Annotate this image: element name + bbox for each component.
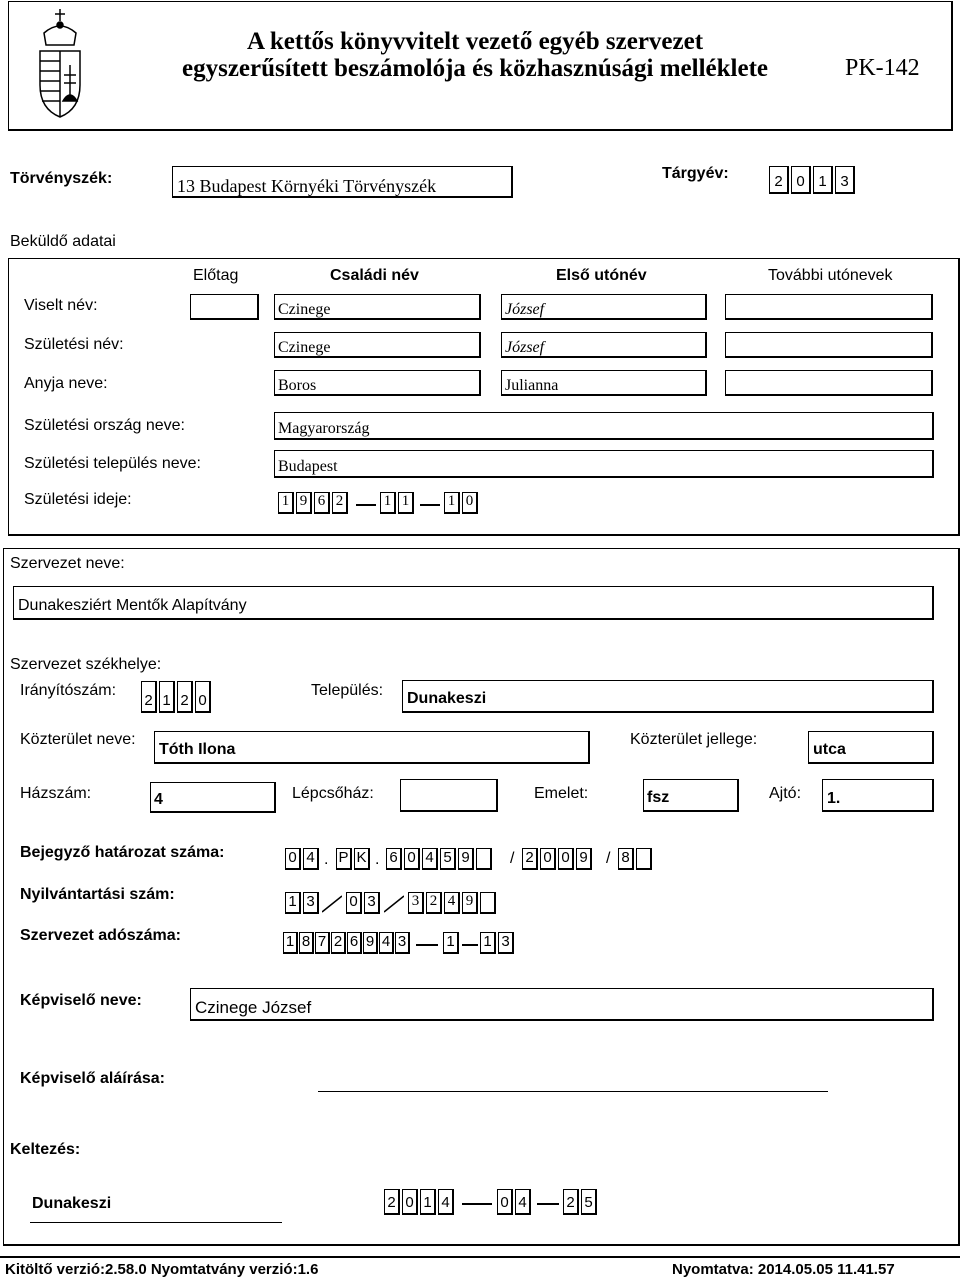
digit-cell[interactable]: 1: [159, 681, 175, 713]
staircase-label: Lépcsőház:: [292, 785, 374, 802]
col-prefix-header: Előtag: [193, 267, 239, 284]
family-value: Boros: [278, 377, 317, 394]
footer-rule: [0, 1256, 960, 1258]
tax-part-b[interactable]: [443, 932, 461, 954]
date-separator: [420, 504, 440, 506]
digit-cell[interactable]: 4: [438, 1189, 454, 1215]
dating-place: Dunakeszi: [32, 1195, 112, 1212]
court-label: Törvényszék:: [10, 170, 113, 187]
digit-cell[interactable]: 1: [420, 1189, 436, 1215]
separator-slash: /: [510, 850, 515, 867]
digit-cell[interactable]: 3: [364, 892, 380, 914]
digit-cell[interactable]: 2: [331, 932, 346, 954]
zip-label: Irányítószám:: [20, 682, 117, 699]
digit-cell[interactable]: 6: [314, 492, 330, 514]
date-separator: [462, 1203, 492, 1205]
birth-year-cells[interactable]: [278, 492, 350, 514]
dating-label: Keltezés:: [10, 1141, 81, 1158]
street-type-value: utca: [813, 741, 846, 758]
birth-city-value: Budapest: [278, 458, 338, 475]
first-value: Julianna: [505, 377, 559, 394]
form-title-line-2: egyszerűsített beszámolója és közhasznúsági melléklete: [182, 55, 768, 82]
digit-cell[interactable]: 9: [576, 848, 592, 870]
seat-section-label: Szervezet székhelye:: [10, 656, 162, 673]
street-label: Közterület neve:: [20, 731, 136, 748]
city-label: Település:: [311, 682, 384, 699]
signature-line: [318, 1091, 828, 1092]
birth-date-label: Születési ideje:: [24, 491, 132, 508]
current-name-family-field[interactable]: [274, 294, 481, 320]
tax-part-c[interactable]: [480, 932, 516, 954]
digit-cell[interactable]: 0: [462, 492, 478, 514]
digit-cell[interactable]: 9: [296, 492, 312, 514]
letter-cell[interactable]: P: [336, 848, 352, 870]
digit-cell[interactable]: 6: [386, 848, 402, 870]
digit-cell[interactable]: 1: [283, 932, 298, 954]
zip-cells[interactable]: [141, 681, 213, 713]
city-value: Dunakeszi: [407, 690, 487, 707]
digit-cell[interactable]: 1: [278, 492, 294, 514]
reg-part-b[interactable]: [346, 892, 382, 914]
digit-cell[interactable]: 9: [458, 848, 474, 870]
footer-printed: Nyomtatva: 2014.05.05 11.41.57: [672, 1261, 895, 1278]
birth-name-first-field[interactable]: [501, 332, 707, 358]
decision-part-b[interactable]: [336, 848, 372, 870]
family-value: Czinege: [278, 339, 331, 356]
digit-cell[interactable]: 0: [404, 848, 420, 870]
representative-name-field[interactable]: [190, 988, 934, 1021]
birth-day-cells[interactable]: [444, 492, 480, 514]
digit-cell[interactable]: 6: [347, 932, 362, 954]
digit-cell[interactable]: 0: [346, 892, 362, 914]
digit-cell[interactable]: 3: [835, 166, 855, 194]
digit-cell[interactable]: 2: [141, 681, 157, 713]
floor-field[interactable]: [643, 779, 739, 812]
tax-separator: [462, 944, 478, 946]
door-label: Ajtó:: [769, 785, 802, 802]
coat-of-arms-icon: [30, 5, 90, 123]
digit-cell[interactable]: 2: [177, 681, 193, 713]
digit-cell[interactable]: 0: [195, 681, 211, 713]
first-value: József: [505, 339, 545, 356]
digit-cell[interactable]: 0: [791, 166, 811, 194]
col-more-header: További utónevek: [768, 267, 893, 284]
org-name-field[interactable]: [13, 586, 934, 620]
digit-cell[interactable]: 4: [444, 892, 460, 914]
mother-name-first-field[interactable]: [501, 370, 707, 396]
mother-name-label: Anyja neve:: [24, 375, 108, 392]
digit-cell[interactable]: 1: [443, 932, 459, 954]
house-number-label: Házszám:: [20, 785, 92, 802]
floor-label: Emelet:: [534, 785, 589, 802]
tax-separator: [416, 944, 438, 946]
footer-version: Kitöltő verzió:2.58.0 Nyomtatvány verzió:1.6: [5, 1261, 319, 1278]
representative-signature-label: Képviselő aláírása:: [20, 1070, 165, 1087]
decision-year[interactable]: [522, 848, 594, 870]
digit-cell[interactable]: [636, 848, 652, 870]
digit-cell[interactable]: 1: [444, 492, 460, 514]
digit-cell[interactable]: 0: [285, 848, 301, 870]
birth-name-label: Születési név:: [24, 336, 124, 353]
street-type-field[interactable]: [808, 731, 934, 764]
year-cells[interactable]: [769, 166, 857, 194]
digit-cell[interactable]: 1: [813, 166, 833, 194]
decision-part-c[interactable]: [386, 848, 494, 870]
org-name-label: Szervezet neve:: [10, 555, 125, 572]
digit-cell[interactable]: 4: [515, 1189, 531, 1215]
street-type-label: Közterület jellege:: [630, 731, 758, 748]
digit-cell[interactable]: 2: [769, 166, 789, 194]
digit-cell[interactable]: 3: [395, 932, 410, 954]
col-family-header: Családi név: [330, 267, 419, 284]
year-label: Tárgyév:: [662, 165, 729, 182]
form-title-line-1: A kettős könyvvitelt vezető egyéb szervezet: [246, 28, 704, 55]
digit-cell[interactable]: 1: [285, 892, 301, 914]
tax-part-a[interactable]: [283, 932, 411, 954]
birth-month-cells[interactable]: [380, 492, 416, 514]
family-value: Czinege: [278, 301, 331, 318]
digit-cell[interactable]: 2: [384, 1189, 400, 1215]
birth-name-more-field[interactable]: [725, 332, 933, 358]
digit-cell[interactable]: [480, 892, 496, 914]
dating-month-cells[interactable]: [497, 1189, 533, 1215]
current-name-first-field[interactable]: [501, 294, 707, 320]
separator-dot: .: [324, 851, 329, 868]
staircase-field[interactable]: [400, 779, 498, 812]
dating-place-line: [30, 1222, 282, 1223]
digit-cell[interactable]: [476, 848, 492, 870]
digit-cell[interactable]: 9: [462, 892, 478, 914]
birth-city-field[interactable]: [274, 450, 934, 478]
birth-name-family-field[interactable]: [274, 332, 481, 358]
representative-name-label: Képviselő neve:: [20, 992, 142, 1009]
separator-dot: .: [375, 851, 380, 868]
tax-number-label: Szervezet adószáma:: [20, 927, 181, 944]
registration-number-label: Nyilvántartási szám:: [20, 886, 175, 903]
sender-section-label: Beküldő adatai: [10, 233, 116, 250]
house-number-field[interactable]: [150, 782, 276, 813]
court-field[interactable]: [172, 166, 513, 198]
decision-part-d[interactable]: [618, 848, 654, 870]
digit-cell[interactable]: 7: [315, 932, 330, 954]
digit-cell[interactable]: 3: [303, 892, 319, 914]
digit-cell[interactable]: 0: [497, 1189, 513, 1215]
representative-name-value: Czinege József: [195, 998, 312, 1017]
digit-cell[interactable]: 2: [522, 848, 538, 870]
digit-cell[interactable]: 8: [618, 848, 634, 870]
letter-cell[interactable]: K: [354, 848, 370, 870]
separator-slash-line: [384, 894, 404, 914]
decision-number-label: Bejegyző határozat száma:: [20, 844, 225, 861]
reg-part-c[interactable]: [408, 892, 498, 914]
digit-cell[interactable]: 4: [379, 932, 394, 954]
current-name-prefix-field[interactable]: [190, 294, 259, 320]
house-number-value: 4: [154, 791, 163, 808]
floor-value: fsz: [647, 789, 670, 806]
digit-cell[interactable]: 0: [402, 1189, 418, 1215]
dating-day-cells[interactable]: [563, 1189, 599, 1215]
digit-cell[interactable]: 2: [426, 892, 442, 914]
door-field[interactable]: [822, 779, 934, 812]
birth-city-label: Születési település neve:: [24, 455, 201, 472]
separator-slash: /: [606, 850, 611, 867]
org-name-value: Dunakesziért Mentők Alapítvány: [18, 597, 247, 614]
digit-cell[interactable]: 0: [540, 848, 556, 870]
date-separator: [537, 1203, 559, 1205]
digit-cell[interactable]: 5: [581, 1189, 597, 1215]
first-value: József: [505, 301, 545, 318]
date-separator: [356, 504, 376, 506]
digit-cell[interactable]: 2: [332, 492, 348, 514]
current-name-label: Viselt név:: [24, 297, 98, 314]
digit-cell[interactable]: 1: [480, 932, 496, 954]
dating-year-cells[interactable]: [384, 1189, 456, 1215]
mother-name-more-field[interactable]: [725, 370, 933, 396]
digit-cell[interactable]: 8: [299, 932, 314, 954]
digit-cell[interactable]: 0: [558, 848, 574, 870]
digit-cell[interactable]: 3: [498, 932, 514, 954]
street-value: Tóth Ilona: [159, 741, 236, 758]
birth-country-field[interactable]: [274, 412, 934, 440]
city-field[interactable]: [402, 680, 934, 713]
mother-name-family-field[interactable]: [274, 370, 481, 396]
separator-slash-line: [322, 894, 342, 914]
street-field[interactable]: [154, 731, 590, 764]
digit-cell[interactable]: 3: [408, 892, 424, 914]
birth-country-label: Születési ország neve:: [24, 417, 185, 434]
col-first-header: Első utónév: [556, 267, 647, 284]
current-name-more-field[interactable]: [725, 294, 933, 320]
birth-country-value: Magyarország: [278, 420, 370, 437]
digit-cell[interactable]: 5: [440, 848, 456, 870]
digit-cell[interactable]: 4: [422, 848, 438, 870]
digit-cell[interactable]: 4: [303, 848, 319, 870]
digit-cell[interactable]: 1: [380, 492, 396, 514]
court-value: 13 Budapest Környéki Törvényszék: [177, 176, 437, 196]
digit-cell[interactable]: 9: [363, 932, 378, 954]
reg-part-a[interactable]: [285, 892, 321, 914]
digit-cell[interactable]: 2: [563, 1189, 579, 1215]
decision-part-a[interactable]: [285, 848, 321, 870]
digit-cell[interactable]: 1: [398, 492, 414, 514]
form-code: PK-142: [845, 55, 920, 81]
door-value: 1.: [827, 790, 841, 807]
